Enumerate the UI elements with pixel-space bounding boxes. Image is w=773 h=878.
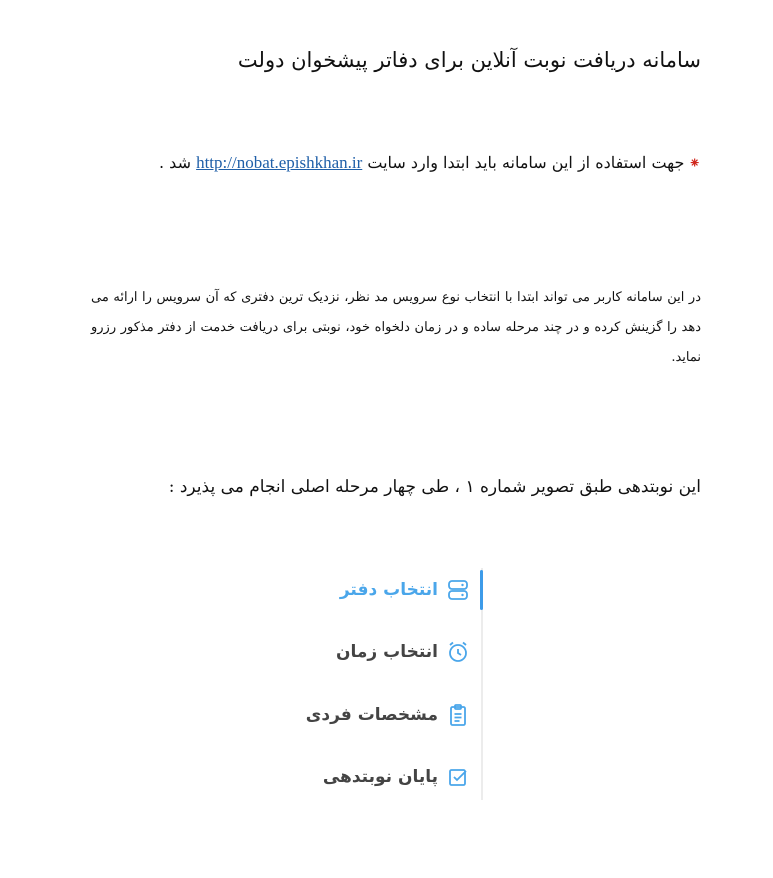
site-link[interactable]: http://nobat.epishkhan.ir — [196, 153, 363, 172]
step-label: انتخاب دفتر — [339, 580, 438, 600]
clipboard-icon — [446, 703, 470, 727]
usage-note — [61, 150, 701, 176]
note-suffix: شد . — [159, 153, 191, 172]
asterisk-icon: ⁕ — [688, 154, 701, 172]
note-text: جهت استفاده از این سامانه باید ابتدا وارد سایت — [367, 153, 685, 172]
step-select-time[interactable] — [336, 632, 470, 672]
description-paragraph: در این سامانه کاربر می تواند ابتدا با انتخاب نوع سرویس مد نظر، نزدیک ترین دفتری که آن سرویس را ارائه می دهد را گزینش کرده و در چند مرحله ساده و در زمان دلخواه خود، نوبتی برای دریافت خدمت از دفتر مذکور رزرو نماید. — [91, 290, 701, 365]
server-icon — [446, 578, 470, 602]
step-personal-info[interactable] — [306, 695, 470, 735]
active-step-indicator — [480, 570, 483, 610]
alarm-clock-icon — [446, 640, 470, 664]
checkbox-icon — [446, 765, 470, 789]
steps-intro: این نوبتدهی طبق تصویر شماره ۱ ، طی چهار مرحله اصلی انجام می پذیرد : — [168, 477, 701, 497]
step-label: پایان نوبتدهی — [322, 767, 438, 787]
step-select-office[interactable] — [340, 570, 470, 610]
step-finish-booking[interactable] — [323, 757, 470, 797]
step-label: انتخاب زمان — [336, 642, 438, 662]
page-title: سامانه دریافت نوبت آنلاین برای دفاتر پیشخوان دولت — [237, 48, 701, 72]
step-label: مشخصات فردی — [305, 705, 438, 725]
steps-figure — [292, 558, 492, 800]
